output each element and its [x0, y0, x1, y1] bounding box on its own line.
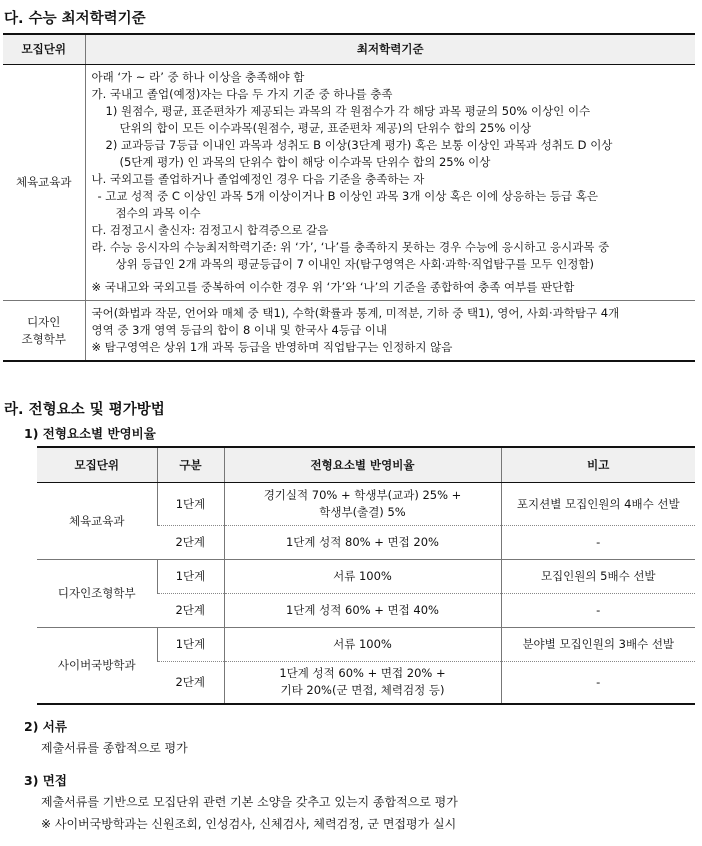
- unit-cell: 디자인조형학부: [37, 560, 157, 628]
- criteria-line: 상위 등급인 2개 과목의 평균등급이 7 이내인 자(탐구영역은 사회·과학·직업탐구를 모두 인정함): [115, 257, 595, 271]
- subsection-title-ratio: 1) 전형요소별 반영비율: [24, 426, 156, 441]
- criteria-line: 라. 수능 응시자의 수능최저학력기준: 위 ‘가’, ‘나’를 충족하지 못하는 경우 수능에 응시하고 응시과목 중: [91, 240, 610, 254]
- documents-text: 제출서류를 종합적으로 평가: [41, 741, 188, 755]
- header-ratio: 전형요소별 반영비율: [224, 447, 501, 483]
- criteria-line: 나. 국외고를 졸업하거나 졸업예정인 경우 다음 기준을 충족하는 자: [91, 172, 425, 186]
- ratio-line: 기타 20%(군 면접, 체력검정 등): [280, 683, 445, 698]
- criteria-line: 1) 원점수, 평균, 표준편차가 제공되는 과목의 각 원점수가 각 해당 과목 평균의 50% 이상인 이수: [105, 104, 591, 118]
- ratio-cell: 1단계 성적 60% + 면접 40%: [224, 594, 501, 628]
- stage-cell: 2단계: [157, 594, 224, 628]
- unit-cell: 사이버국방학과: [37, 628, 157, 704]
- ratio-cell: [224, 483, 501, 526]
- criteria-line: - 고교 성적 중 C 이상인 과목 5개 이상이거나 B 이상인 과목 3개 이상 혹은 이에 상응하는 등급 혹은: [97, 189, 598, 203]
- subsection-title-documents: 2) 서류: [24, 719, 67, 734]
- criteria-line: 영역 중 3개 영역 등급의 합이 8 이내 및 한국사 4등급 이내: [91, 323, 387, 337]
- ratio-cell: 서류 100%: [224, 560, 501, 594]
- stage-cell: 1단계: [157, 483, 224, 526]
- unit-line: 디자인: [27, 314, 61, 329]
- table-header-row: [37, 447, 695, 483]
- note-cell: -: [501, 526, 695, 560]
- interview-text: 제출서류를 기반으로 모집단위 관련 기본 소양을 갖추고 있는지 종합적으로 평가: [41, 795, 458, 809]
- subsection-title-interview: 3) 면접: [24, 773, 67, 788]
- table-row: [37, 628, 695, 662]
- criteria-line: 국어(화법과 작문, 언어와 매체 중 택1), 수학(확률과 통계, 미적분, 기하 중 택1), 영어, 사회·과학탐구 4개: [91, 306, 620, 320]
- unit-cell: 체육교육과: [3, 65, 85, 301]
- criteria-line: 다. 검정고시 출신자: 검정고시 합격증으로 갈음: [91, 223, 329, 237]
- criteria-line: 점수의 과목 이수: [115, 206, 201, 220]
- header-unit: 모집단위: [3, 34, 85, 65]
- ratio-table: [37, 446, 695, 705]
- note-cell: 포지션별 모집인원의 4배수 선발: [501, 483, 695, 526]
- ratio-cell: 서류 100%: [224, 628, 501, 662]
- table-row: [37, 560, 695, 594]
- criteria-cell: [85, 65, 695, 301]
- stage-cell: 1단계: [157, 560, 224, 594]
- section-title-min-standard: 다. 수능 최저학력기준: [4, 11, 146, 27]
- note-cell: 분야별 모집인원의 3배수 선발: [501, 628, 695, 662]
- note-cell: -: [501, 594, 695, 628]
- stage-cell: 2단계: [157, 526, 224, 560]
- criteria-line: (5단계 평가) 인 과목의 단위수 합이 해당 이수과목 단위수 합의 25% 이상: [119, 155, 491, 169]
- ratio-line: 경기실적 70% + 학생부(교과) 25% +: [263, 488, 462, 502]
- unit-line: 조형학부: [21, 331, 66, 346]
- stage-cell: 2단계: [157, 662, 224, 704]
- unit-cell: [3, 301, 85, 362]
- header-stage: 구분: [157, 447, 224, 483]
- ratio-cell: [224, 662, 501, 704]
- criteria-line: 가. 국내고 졸업(예정)자는 다음 두 가지 기준 중 하나를 충족: [91, 87, 393, 101]
- unit-cell: 체육교육과: [37, 483, 157, 560]
- note-cell: 모집인원의 5배수 선발: [501, 560, 695, 594]
- table-row: [3, 65, 695, 301]
- stage-cell: 1단계: [157, 628, 224, 662]
- ratio-line: 1단계 성적 60% + 면접 20% +: [279, 666, 446, 681]
- criteria-note: ※ 탐구영역은 상위 1개 과목 등급을 반영하며 직업탐구는 인정하지 않음: [91, 340, 453, 354]
- criteria-cell: [85, 301, 695, 362]
- note-cell: -: [501, 662, 695, 704]
- table-row: [37, 483, 695, 526]
- criteria-line: 2) 교과등급 7등급 이내인 과목과 성취도 B 이상(3단계 평가) 혹은 보통 이상인 과목과 성취도 D 이상: [105, 138, 613, 152]
- min-standard-table: [3, 33, 695, 362]
- ratio-cell: 1단계 성적 80% + 면접 20%: [224, 526, 501, 560]
- header-note: 비고: [501, 447, 695, 483]
- table-row: [3, 301, 695, 362]
- header-criteria: 최저학력기준: [85, 34, 695, 65]
- criteria-note: ※ 국내고와 국외고를 중복하여 이수한 경우 위 ‘가’와 ‘나’의 기준을 종합하여 충족 여부를 판단함: [91, 280, 575, 294]
- ratio-line: 학생부(출결) 5%: [319, 505, 406, 519]
- table-header-row: [3, 34, 695, 65]
- interview-note: ※ 사이버국방학과는 신원조회, 인성검사, 신체검사, 체력검정, 군 면접평가 실시: [41, 817, 457, 831]
- header-unit: 모집단위: [37, 447, 157, 483]
- section-title-evaluation: 라. 전형요소 및 평가방법: [4, 402, 165, 418]
- criteria-line: 아래 ‘가 ~ 라’ 중 하나 이상을 충족해야 함: [91, 70, 305, 84]
- criteria-line: 단위의 합이 모든 이수과목(원점수, 평균, 표준편차 제공)의 단위수 합의 25% 이상: [119, 121, 532, 135]
